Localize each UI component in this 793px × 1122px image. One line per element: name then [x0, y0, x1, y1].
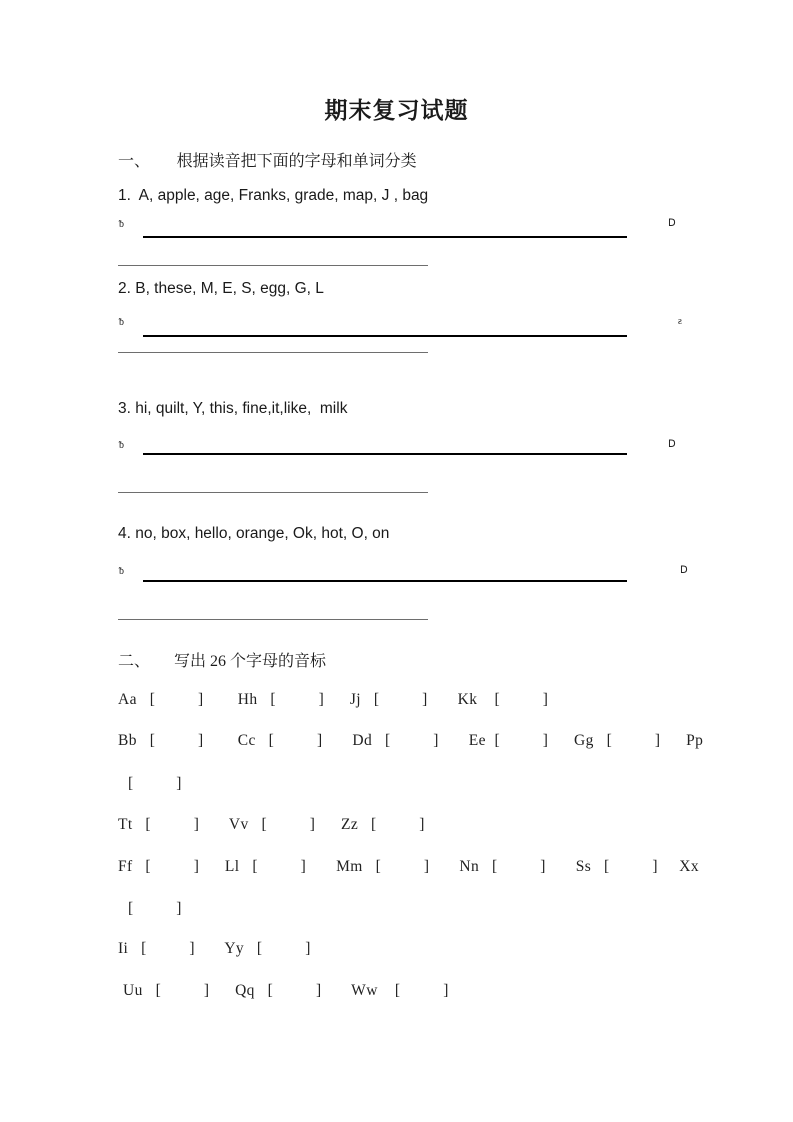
letter-phonetic-row-2-cont: [ ] [128, 775, 182, 792]
answer-blank-line-3 [143, 453, 627, 455]
answer-blank-line-2b [118, 352, 428, 353]
answer-blank-line-4 [143, 580, 627, 582]
letter-phonetic-row-6: Uu [ ] Qq [ ] Ww [ ] [123, 982, 449, 999]
section2-heading: 二、 写出 26 个字母的音标 [118, 653, 327, 670]
letter-phonetic-row-4-cont: [ ] [128, 900, 182, 917]
question-2-text: 2. B, these, M, E, S, egg, G, L [118, 280, 324, 297]
section1-heading: 一、 根据读音把下面的字母和单词分类 [118, 153, 417, 170]
answer-blank-line-4b [118, 619, 428, 620]
letter-phonetic-row-3: Tt [ ] Vv [ ] Zz [ ] [118, 816, 425, 833]
question-3-text: 3. hi, quilt, Y, this, fine,it,like, milk [118, 400, 348, 417]
letter-phonetic-row-4: Ff [ ] Ll [ ] Mm [ ] Nn [ ] Ss [ ] Xx [118, 858, 700, 875]
question-4-text: 4. no, box, hello, orange, Ok, hot, O, on [118, 525, 390, 542]
letter-phonetic-row-1: Aa [ ] Hh [ ] Jj [ ] Kk [ ] [118, 691, 549, 708]
phonetic-mark-left-1: ᵬ [119, 219, 124, 230]
answer-blank-line-2 [143, 335, 627, 337]
answer-blank-line-1b [118, 265, 428, 266]
phonetic-mark-right-4: Ⅾ [680, 565, 688, 576]
phonetic-mark-right-3: Ⅾ [668, 439, 676, 450]
phonetic-mark-right-2: ƨ [678, 316, 682, 327]
letter-phonetic-row-2: Bb [ ] Cc [ ] Dd [ ] Ee [ ] Gg [ ] Pp [118, 732, 704, 749]
question-1-text: 1. A, apple, age, Franks, grade, map, J , bag [118, 187, 429, 204]
page-title: 期末复习试题 [324, 97, 469, 123]
answer-blank-line-1 [143, 236, 627, 238]
phonetic-mark-right-1: Ⅾ [668, 218, 676, 229]
phonetic-mark-left-2: ᵬ [119, 317, 124, 328]
answer-blank-line-3b [118, 492, 428, 493]
phonetic-mark-left-3: ᵬ [119, 440, 124, 451]
phonetic-mark-left-4: ᵬ [119, 566, 124, 577]
letter-phonetic-row-5: Ii [ ] Yy [ ] [118, 940, 311, 957]
